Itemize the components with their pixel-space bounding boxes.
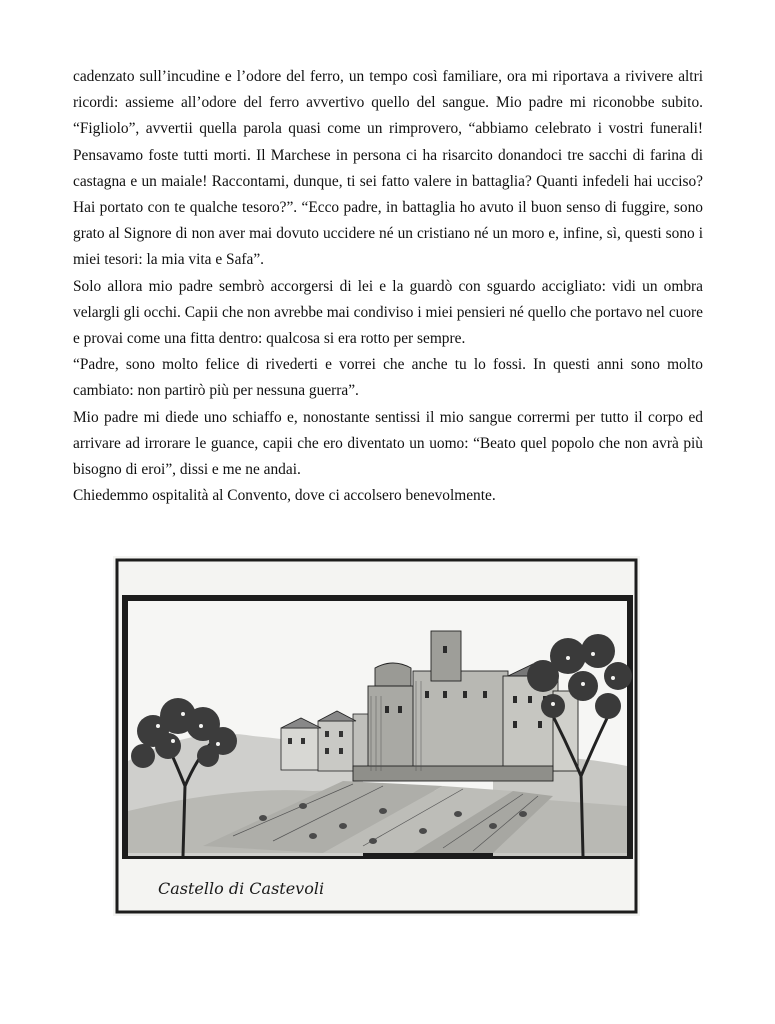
body-text — [73, 64, 703, 509]
engraving-caption: Castello di Castevoli — [158, 879, 325, 898]
paragraph: “Padre, sono molto felice di rivederti e vorrei che anche tu lo fossi. In questi anni sono molto cambiato: non partirò più per nessuna guerra”. — [73, 356, 703, 400]
castle-engraving-illustration — [113, 556, 640, 916]
paragraph: Mio padre mi diede uno schiaffo e, nonostante sentissi il mio sangue corrermi per tutto il corpo ed arrivare ad irrorare le guance, capii che ero diventato un uomo: “Beato quel popolo che non avrà più bisogno di eroi”, dissi e me ne andai. — [73, 408, 703, 479]
paragraph: cadenzato sull’incudine e l’odore del ferro, un tempo così familiare, ora mi riportava a rivivere altri ricordi: assieme all’odore del ferro avvertivo quello del sangue. Mio padre mi riconobbe subito. “Figliolo”, avvertii quella parola quasi come un rimprovero, “abbiamo celebrato i vostri funerali! Pensavamo foste tutti morti. Il Marchese in persona ci ha risarcito donandoci tre sacchi di farina di castagna e un maiale! Raccontami, dunque, ti sei fatto valere in battaglia? Quanti infedeli hai ucciso? Hai portato con te qualche tesoro?”. “Ecco padre, in battaglia ho avuto il buon senso di fuggire, sono grato al Signore di non aver mai dovuto uccidere né un cristiano né un moro e, infine, sì, questi sono i miei tesori: la mia vita e Safa”. — [73, 68, 703, 269]
castle-engraving-figure — [113, 556, 640, 916]
paragraph: Chiedemmo ospitalità al Convento, dove ci accolsero benevolmente. — [73, 487, 496, 505]
paragraph: Solo allora mio padre sembrò accorgersi di lei e la guardò con sguardo accigliato: vidi un ombra velargli gli occhi. Capii che non avrebbe mai condiviso i miei pensieri né quello che portavo nel cuore e provai come una fitta dentro: qualcosa si era rotto per sempre. — [73, 277, 703, 348]
